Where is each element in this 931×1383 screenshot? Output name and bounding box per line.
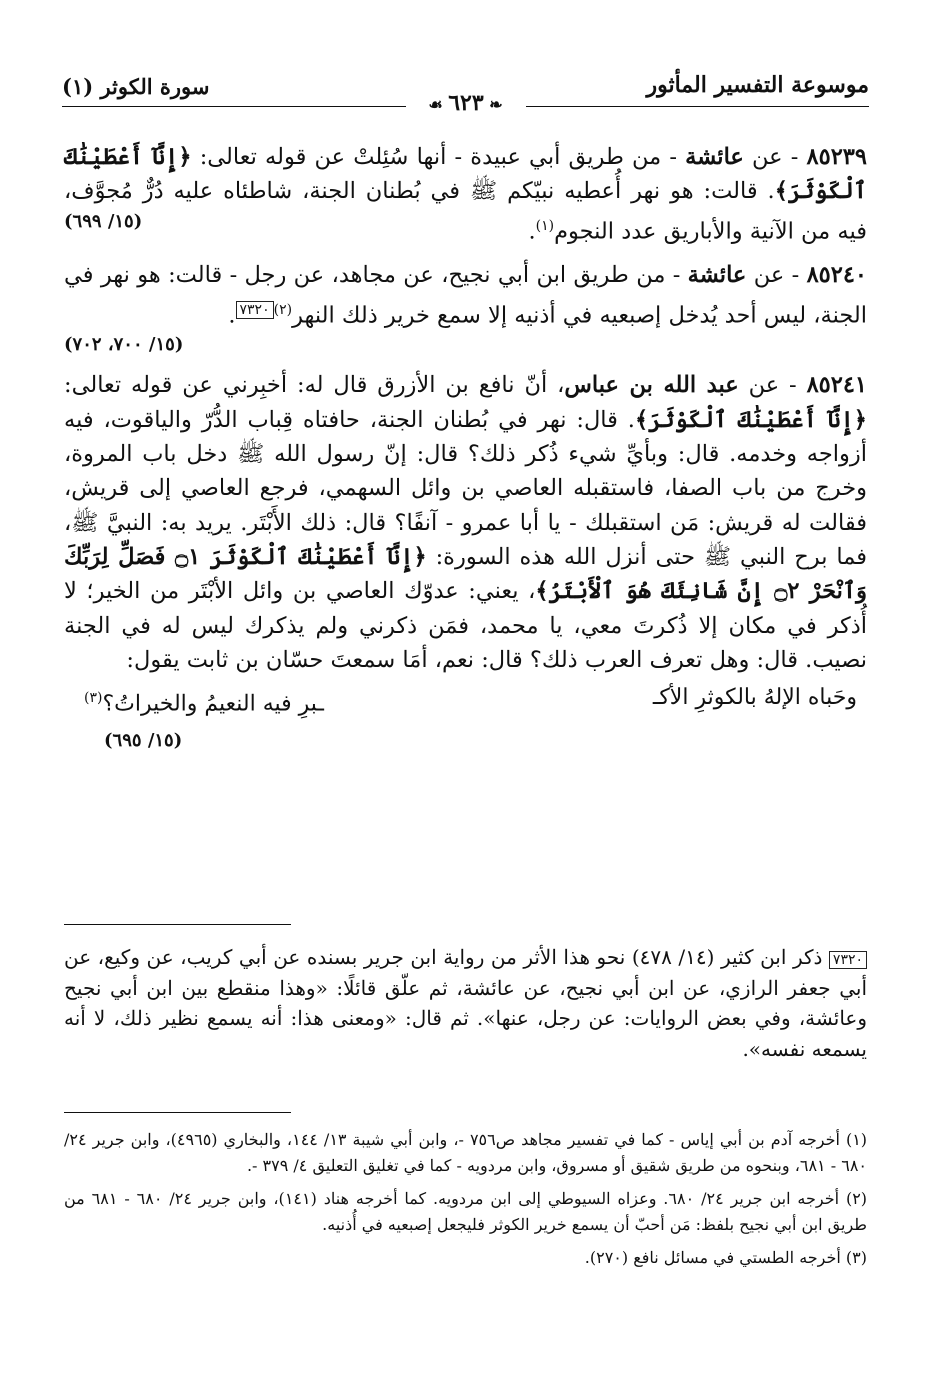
commentary-number: ٧٣٢٠ (829, 951, 867, 969)
poem-verse (64, 677, 867, 722)
footnote-marker: (١) (535, 217, 555, 234)
main-text (64, 140, 867, 768)
page-header (62, 68, 869, 118)
ornament-icon: ❧ (483, 95, 503, 114)
volume-reference: (١٥/ ٦٩٩) (64, 210, 143, 232)
commentary-separator (64, 924, 291, 925)
quran-verse: ﴿إِنَّآ أَعْطَيْنَٰكَ ٱلْكَوْثَرَ﴾ (634, 406, 867, 433)
volume-reference: (١٥/ ٦٩٥) (104, 729, 183, 751)
footnote-marker: (٣) (84, 690, 103, 707)
commentary-block (64, 942, 867, 1064)
narrator-name: عائشة (687, 262, 747, 289)
commentary-marker: ٧٣٢٠ (236, 301, 274, 319)
narrator-name: عبد الله بن عباس (564, 372, 739, 399)
footnote-3: (٣) أخرجه الطستي في مسائل نافع (٢٧٠). (584, 1247, 867, 1267)
quran-surah: ﴿إِنَّآ أَعْطَيْنَٰكَ ٱلْكَوْثَرَ ۝١ فَصَلِّ لِرَبِّكَ وَٱنْحَرْ ۝٢ إِنَّ شَانِئَكَ هُوَ ٱلْأَبْتَرُ﴾ (64, 543, 867, 605)
entry-number: ٨٥٢٣٩ (806, 144, 867, 170)
footnote-2: (٢) أخرجه ابن جرير ٢٤/ ٦٨٠. وعزاه السيوطي إلى ابن مردويه. كما أخرجه هناد (١٤١)، وابن جرير ٢٤/ ٦٨٠ - ٦٨١ من طريق ابن أبي نجيح بلفظ: مَن أحبّ أن يسمع خرير الكوثر فليجعل إصبعيه في أُذنيه. (64, 1188, 868, 1235)
entry-85239: ٨٥٢٣٩ - عن عائشة - من طريق أبي عبيدة - أنها سُئِلتْ عن قوله تعالى: ﴿إِنَّآ أَعْطَيْنَٰكَ ٱلْكَوْثَرَ﴾. قالت: هو نهر أُعطيه نبيّكم ﷺ في بُطنان الجنة، شاطئاه عليه دُرٌّ مُجوَّف، فيه من الآنية والأباريق عدد النجوم$^{(١)}$. (١٥/ ٦٩٩) (64, 144, 867, 245)
quran-verse: ﴿إِنَّآ أَعْطَيْنَٰكَ ٱلْكَوْثَرَ﴾ (64, 144, 867, 205)
entry-number: ٨٥٢٤٠ (806, 262, 867, 289)
footnote-marker: (٢) (273, 301, 293, 318)
commentary-text: ذكر ابن كثير (١٤/ ٤٧٨) نحو هذا الأثر من رواية ابن جرير بسنده عن أبي كريب، عن وكيع، عن أبي جعفر الرازي، عن ابن أبي نجيح، عن عائشة، ثم علّق قائلًا: «وهذا منقطع بين ابن أبي نجيح وعائشة، وفي بعض الروايات: عن رجل، عنها». ثم قال: «ومعنى هذا: أنه يسمع نظير ذلك، لا أنه يسمعه نفسه». (64, 945, 867, 1061)
ornament-icon: ☙ (428, 95, 449, 114)
narrator-name: عائشة (685, 144, 744, 170)
volume-reference: (١٥/ ٧٠٠، ٧٠٢) (64, 334, 184, 356)
entry-85240: ٨٥٢٤٠ - عن عائشة - من طريق ابن أبي نجيح، عن مجاهد، عن رجل - قالت: هو نهر في الجنة، ليس أحد يُدخل إصبعيه في أذنيه إلا سمع خرير ذلك النهر$^{(٢)}$٧٣٢٠. (١٥/ ٧٠٠، ٧٠٢) (64, 258, 867, 358)
poem-hemistich-right: وحَباه الإلهُ بالكوثرِ الأكـ (652, 685, 857, 711)
page-number: ❧ ٦٢٣ ☙ (428, 90, 503, 116)
footnotes (64, 1127, 867, 1277)
book-title: موسوعة التفسير المأثور (646, 72, 869, 98)
entry-number: ٨٥٢٤١ (806, 372, 867, 399)
entry-85241: ٨٥٢٤١ - عن عبد الله بن عباس، أنّ نافع بن الأزرق قال له: أخبِرني عن قوله تعالى: ﴿إِنَّآ أَعْطَيْنَٰكَ ٱلْكَوْثَرَ﴾. قال: نهر في بُطنان الجنة، حافتاه قِباب الدُّرّ والياقوت، فيه أزواجه وخدمه. قال: وبأيِّ شيء ذُكر ذلك؟ قال: إنّ رسول الله ﷺ دخل باب المروة، وخرج من باب الصفا، فاستقبله العاصي بن وائل السهمي، فرجع العاصي إلى قريش، فقالت له قريش: مَن استقبلك - يا أبا عمرو - آنفًا؟ قال: ذلك الأَبْتَر. يريد به: النبيَّ ﷺ، فما برح النبي ﷺ حتى أنزل الله هذه السورة: ﴿إِنَّآ أَعْطَيْنَٰكَ ٱلْكَوْثَرَ ۝١ فَصَلِّ لِرَبِّكَ وَٱنْحَرْ ۝٢ إِنَّ شَانِئَكَ هُوَ ٱلْأَبْتَرُ﴾، يعني: عدوّك العاصي بن وائل الأبْتَر من الخير؛ لا أُذكر في مكان إلا ذُكرتَ معي، يا محمد، فمَن ذكرني ولم يذكرك ليس له في الجنة نصيب. قال: وهل تعرف العرب ذلك؟ قال: نعم، أمَا سمعتَ حسّان بن ثابت يقول: وحَباه الإلهُ بالكوثرِ الأكـ ـبرِ فيه النعيمُ والخيراتُ؟$^{(٣)}$ (١٥/ ٦٩٥) (64, 368, 867, 758)
poem-hemistich-left: ـبرِ فيه النعيمُ والخيراتُ؟$^{(٣)}$ (84, 690, 324, 717)
footnote-1: (١) أخرجه آدم بن أبي إياس - كما في تفسير مجاهد ص٧٥٦ -، وابن أبي شيبة ١٣/ ١٤٤، والبخاري (٤٩٦٥)، وابن جرير ٢٤/ ٦٨٠ - ٦٨١، وبنحوه من طريق شقيق أو مسروق، وابن مردويه - كما في تغليق التعليق ٤/ ٣٧٩ -. (64, 1130, 868, 1176)
footnote-separator (64, 1112, 291, 1113)
surah-label: سورة الكوثر (١) (62, 74, 210, 99)
